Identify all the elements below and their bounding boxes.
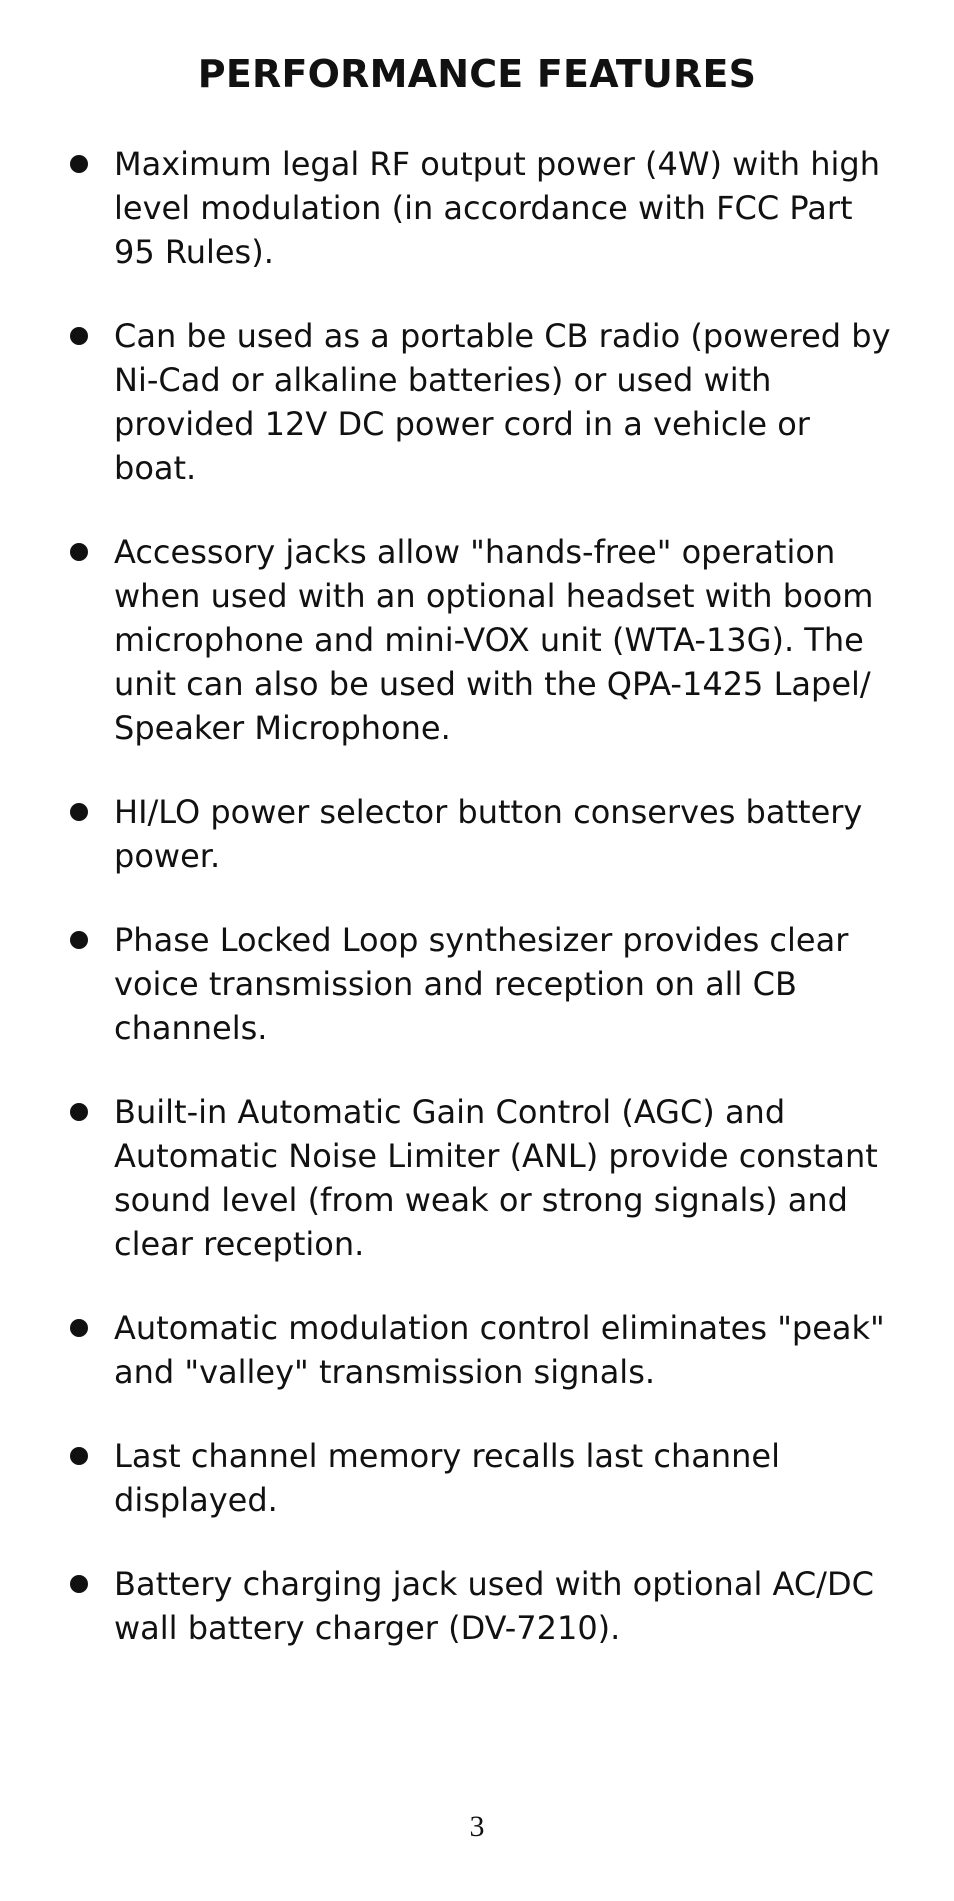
bullet-icon bbox=[70, 1447, 88, 1465]
feature-text: Battery charging jack used with optional AC/DC wall battery charger (DV-7210). bbox=[114, 1565, 874, 1647]
feature-text: Built-in Automatic Gain Control (AGC) and Automatic Noise Limiter (ANL) provide constant sound level (from weak or strong signals) and clear reception. bbox=[114, 1093, 878, 1263]
bullet-icon bbox=[70, 931, 88, 949]
list-item bbox=[62, 142, 902, 274]
list-item bbox=[62, 530, 902, 750]
feature-text: Last channel memory recalls last channel displayed. bbox=[114, 1437, 780, 1519]
feature-text: Can be used as a portable CB radio (powered by Ni-Cad or alkaline batteries) or used with provided 12V DC power cord in a vehicle or boat. bbox=[114, 317, 891, 487]
bullet-icon bbox=[70, 543, 88, 561]
feature-text: Accessory jacks allow "hands-free" operation when used with an optional headset with boom microphone and mini-VOX unit (WTA-13G). The unit can also be used with the QPA-1425 Lapel/ Speaker Microphone. bbox=[114, 533, 874, 747]
bullet-icon bbox=[70, 155, 88, 173]
feature-list bbox=[62, 142, 902, 1690]
feature-text: Maximum legal RF output power (4W) with high level modulation (in accordance with FCC Part 95 Rules). bbox=[114, 145, 880, 271]
bullet-icon bbox=[70, 803, 88, 821]
list-item bbox=[62, 1434, 902, 1522]
bullet-icon bbox=[70, 327, 88, 345]
list-item bbox=[62, 918, 902, 1050]
feature-text: HI/LO power selector button conserves battery power. bbox=[114, 793, 863, 875]
bullet-icon bbox=[70, 1103, 88, 1121]
bullet-icon bbox=[70, 1575, 88, 1593]
feature-text: Phase Locked Loop synthesizer provides clear voice transmission and reception on all CB channels. bbox=[114, 921, 849, 1047]
bullet-icon bbox=[70, 1319, 88, 1337]
list-item bbox=[62, 790, 902, 878]
feature-text: Automatic modulation control eliminates "peak" and "valley" transmission signals. bbox=[114, 1309, 885, 1391]
list-item bbox=[62, 1090, 902, 1266]
list-item bbox=[62, 314, 902, 490]
page-number: 3 bbox=[469, 1810, 485, 1843]
list-item bbox=[62, 1562, 902, 1650]
page-title: PERFORMANCE FEATURES bbox=[197, 52, 757, 96]
list-item bbox=[62, 1306, 902, 1394]
